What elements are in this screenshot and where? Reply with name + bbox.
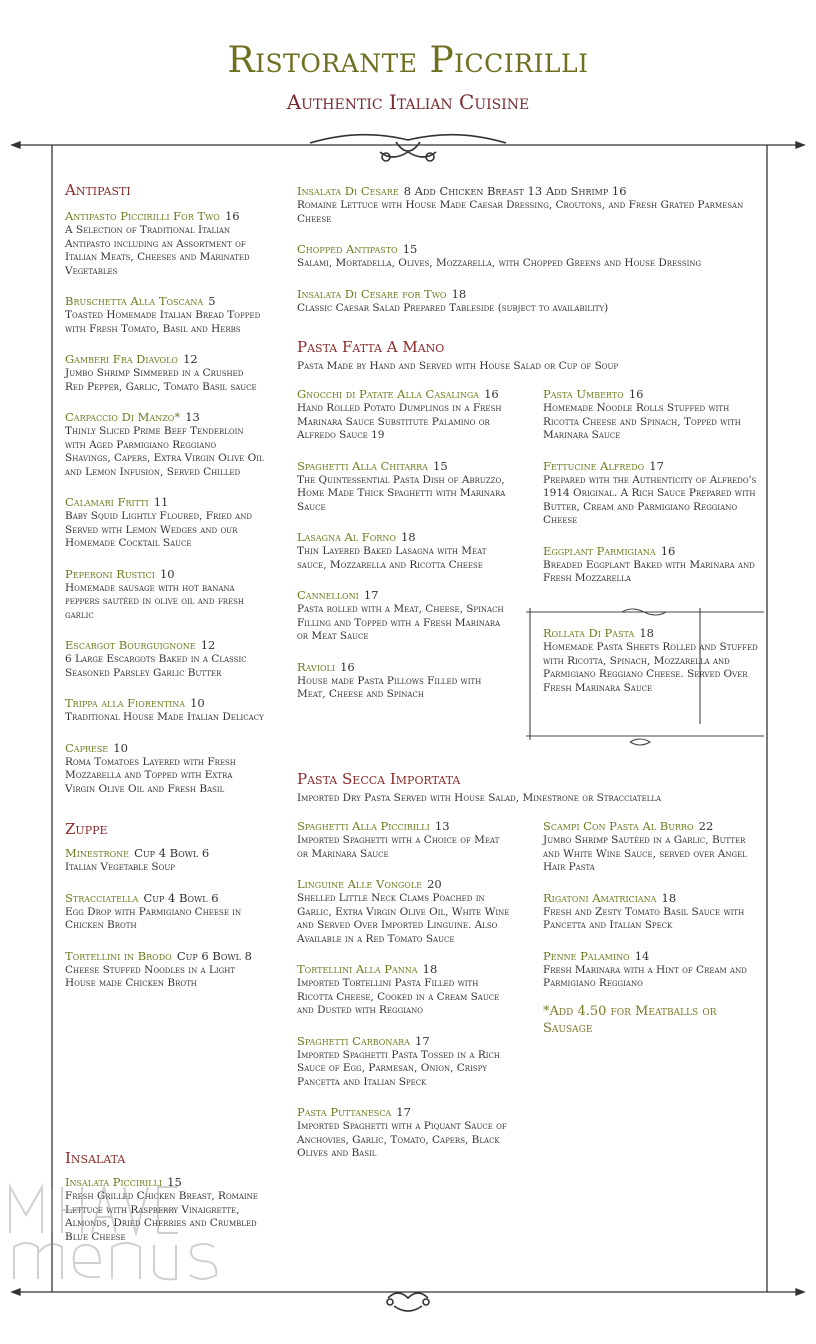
menu-item-name: Linguine Alle Vongole (297, 877, 422, 891)
pasta-fatta-heading: Pasta Fatta A Mano (297, 338, 445, 356)
menu-item-name: Scampi Con Pasta Al Burro (543, 819, 694, 833)
menu-item-desc: Imported Spaghetti with a Choice of Meat or Marinara Sauce (297, 834, 500, 860)
bottom-left-arrow (12, 1289, 20, 1295)
menu-item-desc: Hand Rolled Potato Dumplings in a Fresh Marinara Sauce Substitute Palamino or Alfredo Sauce 19 (297, 402, 502, 441)
menu-item-desc: Traditional House Made Italian Delicacy (65, 711, 264, 723)
menu-item-price: 17 (396, 1105, 411, 1119)
menu-item-name: Trippa alla Fiorentina (65, 696, 185, 710)
insalata-heading: Insalata (65, 1149, 126, 1167)
menu-item-name: Lasagna Al Forno (297, 530, 396, 544)
menu-item-desc: Imported Spaghetti Pasta Tossed in a Rich Sauce of Egg, Parmesan, Onion, Crispy Pancetta and Italian Speck (297, 1048, 500, 1088)
menu-item-desc: Classic Caesar Salad Prepared Tableside (subject to availability) (297, 301, 609, 314)
menu-item-name: Carpaccio Di Manzo* (65, 410, 181, 424)
menu-item-name: Spaghetti Carbonara (297, 1033, 410, 1048)
menu-item-desc: Fresh and Zesty Tomato Basil Sauce with Pancetta and Italian Speck (543, 905, 745, 931)
pasta-secca-left-list (297, 815, 512, 1161)
menu-item-price: 13 (434, 819, 450, 833)
menu-item-name: Bruschetta Alla Toscana (65, 294, 204, 308)
menu-item-desc: Egg Drop with Parmigiano Cheese in Chicken Broth (65, 905, 242, 931)
menu-item-price: 17 (415, 1033, 430, 1048)
menu-item-price: 14 (634, 948, 650, 963)
menu-item-name: Rigatoni Amatriciana (543, 890, 657, 905)
menu-item-name: Penne Palamino (543, 948, 630, 963)
menu-item-name: Gnocchi di Patate Alla Casalinga (297, 387, 479, 401)
menu-item-name: Insalata Di Cesare (297, 184, 399, 198)
pasta-secca-subtitle: Imported Dry Pasta Served with House Salad, Minestrone or Stracciatella (297, 792, 662, 804)
menu-item (297, 283, 747, 316)
salads-top (297, 180, 747, 327)
menu-item (297, 1101, 512, 1161)
menu-item-name: Calamari Fritti (65, 495, 149, 509)
menu-item (297, 873, 512, 946)
menu-item-price: 10 (190, 696, 205, 710)
menu-item-desc: Prepared with the Authenticity of Alfredo's 1914 Original. A Rich Sauce Prepared with Butter, Cream and Parmigiano Reggiano Cheese (543, 473, 757, 526)
bottom-ornament-icon (387, 1293, 429, 1311)
menu-item-price: Cup 6 Bowl 8 (176, 948, 252, 963)
menu-item (543, 945, 758, 991)
menu-item-price: 15 (402, 242, 418, 256)
featured-item-name: Rollata Di Pasta (543, 626, 635, 640)
menu-item-name: Pasta Umberto (543, 387, 624, 401)
menu-item-desc: Homemade sausage with hot banana peppers sautéed in olive oil and fresh garlic (65, 581, 244, 621)
restaurant-title: Ristorante Piccirilli (227, 40, 589, 81)
menu-item-name: Ravioli (297, 659, 336, 674)
featured-item (543, 622, 758, 707)
menu-item (297, 1030, 512, 1090)
menu-item-price: 17 (649, 458, 664, 473)
salads-top-list (297, 180, 747, 315)
top-left-arrow (12, 142, 20, 148)
menu-item-name: Spaghetti Alla Piccirilli (297, 819, 430, 833)
menu-item-name: Peperoni Rustici (65, 566, 155, 581)
menu-item-price: Cup 4 Bowl 6 (134, 846, 210, 860)
pasta-secca-section (297, 770, 757, 819)
menu-item (65, 290, 265, 336)
menu-item-price: 10 (159, 566, 175, 581)
menu-item-desc: Cheese Stuffed Noodles in a Light House made Chicken Broth (65, 963, 236, 989)
menu-item-desc: Breaded Eggplant Baked with Marinara and Fresh Mozzarella (543, 558, 755, 584)
menu-item-desc: Salami, Mortadella, Olives, Mozzarella, with Chopped Greens and House Dressing (297, 257, 702, 269)
menu-item (297, 815, 512, 861)
menu-item-price: 12 (200, 638, 216, 652)
menu-item-price: 17 (363, 588, 379, 602)
menu-item (65, 406, 265, 479)
menu-item-name: Minestrone (65, 846, 130, 860)
menu-item (297, 656, 512, 702)
menu-item-name: Insalata Di Cesare for Two (297, 286, 447, 301)
menu-item (297, 180, 747, 226)
menu-item-price: 16 (484, 387, 499, 401)
addon-note: *Add 4.50 for Meatballs or Sausage (543, 1003, 717, 1036)
menu-item (65, 491, 265, 551)
menu-item-name: Caprese (65, 740, 109, 755)
menu-item-price: 10 (113, 740, 128, 755)
menu-item-desc: Fresh Grilled Chicken Breast, Romaine Lettuce with Raspberry Vinaigrette, Almonds, Dried Cherries and Crumbled Blue Cheese (65, 1190, 258, 1243)
menu-item-name: Escargot Bourguignone (65, 638, 196, 652)
zuppe-heading: Zuppe (65, 820, 108, 838)
menu-item-desc: Thinly Sliced Prime Beef Tenderloin with Aged Parmigiano Reggiano Shavings, Capers, Extra Virgin Olive Oil and Lemon Infusion, Served Chilled (65, 425, 264, 478)
menu-item-desc: Pasta rolled with a Meat, Cheese, Spinach Filling and Topped with a Fresh Marinara or Meat Sauce (297, 603, 504, 642)
menu-item-price: 8 Add Chicken Breast 13 Add Shrimp 16 (403, 184, 627, 198)
menu-item-desc: Imported Spaghetti with a Piquant Sauce of Anchovies, Garlic, Tomato, Capers, Black Olives and Basil (297, 1120, 507, 1159)
antipasti-list (65, 205, 265, 796)
menu-item-price: 16 (628, 387, 644, 401)
menu-item-desc: Roma Tomatoes Layered with Fresh Mozzarella and Topped with Extra Virgin Olive Oil and Fresh Basil (65, 755, 236, 795)
menu-item (543, 383, 758, 443)
menu-item (65, 348, 265, 394)
menu-item-desc: Shelled Little Neck Clams Poached in Garlic, Extra Virgin Olive Oil, White Wine and Served Over Imported Linguine. Also Available in a Red Tomato Sauce (297, 892, 510, 945)
menu-item-desc: House made Pasta Pillows Filled with Meat, Cheese and Spinach (297, 674, 482, 700)
menu-item-name: Stracciatella (65, 890, 139, 905)
menu-item-name: Tortellini Alla Panna (297, 962, 418, 976)
menu-item-name: Fettucine Alfredo (543, 458, 645, 473)
menu-item-desc: Romaine Lettuce with House Made Caesar Dressing, Croutons, and Fresh Grated Parmesan Cheese (297, 199, 744, 225)
menu-item (65, 737, 265, 797)
pasta-fatta-right (543, 383, 758, 598)
pasta-fatta-section (297, 338, 757, 387)
menu-item-name: Tortellini in Brodo (65, 948, 172, 963)
menu-item-desc: The Quintessential Pasta Dish of Abruzzo, Home Made Thick Spaghetti with Marinara Sauce (297, 473, 506, 513)
menu-item-name: Eggplant Parmigiana (543, 543, 656, 558)
menu-item (543, 455, 758, 528)
menu-item-desc: Homemade Noodle Rolls Stuffed with Ricotta Cheese and Spinach, Topped with Marinara Sauce (543, 402, 741, 441)
menu-item-desc: Toasted Homemade Italian Bread Topped with Fresh Tomato, Basil and Herbs (65, 309, 261, 335)
menu-item-name: Chopped Antipasto (297, 242, 398, 256)
menu-item-price: 22 (698, 819, 714, 833)
menu-item-desc: Italian Vegetable Soup (65, 861, 175, 873)
menu-item (297, 383, 512, 443)
menu-item (297, 958, 512, 1018)
menu-item-desc: Jumbo Shrimp Sautéed in a Garlic, Butter and White Wine Sauce, served over Angel Hair Pasta (543, 834, 747, 873)
menu-item (65, 945, 265, 991)
menu-item-price: 12 (183, 352, 198, 366)
menu-item (297, 238, 747, 271)
featured-item-price: 18 (639, 626, 654, 640)
menu-item-price: 18 (661, 890, 677, 905)
menu-item (543, 887, 758, 933)
menu-item (297, 526, 512, 572)
pasta-fatta-left-list (297, 383, 512, 702)
menu-item-desc: Jumbo Shrimp Simmered in a Crushed Red Pepper, Garlic, Tomato Basil sauce (65, 367, 257, 393)
menu-item (297, 584, 512, 644)
featured-item-desc: Homemade Pasta Sheets Rolled and Stuffed with Ricotta, Spinach, Mozzarella and Parmigiano Reggiano Cheese. Served Over Fresh Marinara Sauce (543, 641, 758, 694)
menu-item-price: 16 (340, 659, 355, 674)
menu-item-price: 16 (660, 543, 676, 558)
menu-item-price: 18 (400, 530, 416, 544)
top-right-arrow (796, 142, 804, 148)
menu-item-price: 16 (224, 209, 240, 223)
menu-item-price: 20 (427, 877, 442, 891)
menu-item-desc: Fresh Marinara with a Hint of Cream and Parmigiano Reggiano (543, 963, 747, 989)
left-column (65, 181, 265, 1003)
menu-item (543, 815, 758, 875)
menu-item-desc: A Selection of Traditional Italian Antipasto including an Assortment of Italian Meats, Cheeses and Marinated Vegetables (65, 224, 250, 277)
menu-item-name: Spaghetti Alla Chitarra (297, 458, 428, 473)
menu-item (65, 634, 265, 680)
menu-item-price: 15 (167, 1175, 182, 1189)
menu-item-price: 5 (208, 294, 216, 308)
menu-item-name: Antipasto Piccirilli For Two (65, 209, 220, 223)
pasta-fatta-left (297, 383, 512, 714)
pasta-fatta-subtitle: Pasta Made by Hand and Served with House Salad or Cup of Soup (297, 360, 619, 372)
menu-item-price: 18 (451, 286, 467, 301)
menu-item-name: Cannelloni (297, 588, 359, 602)
menu-item-name: Pasta Puttanesca (297, 1105, 392, 1119)
menu-item-price: 11 (153, 495, 169, 509)
menu-item-price: 18 (422, 962, 438, 976)
top-ornament-icon (310, 135, 506, 161)
menu-item-desc: 6 Large Escargots Baked in a Classic Seasoned Parsley Garlic Butter (65, 653, 247, 679)
zuppe-list (65, 842, 265, 991)
menu-item-desc: Imported Tortellini Pasta Filled with Ricotta Cheese, Cooked in a Cream Sauce and Dusted with Reggiano (297, 977, 500, 1016)
restaurant-subtitle: Authentic Italian Cuisine (286, 90, 530, 114)
menu-item (65, 563, 265, 623)
pasta-secca-right-list (543, 815, 758, 991)
menu-item-desc: Thin Layered Baked Lasagna with Meat sauce, Mozzarella and Ricotta Cheese (297, 545, 487, 571)
menu-item (65, 692, 265, 725)
menu-item (65, 887, 265, 933)
pasta-secca-heading: Pasta Secca Importata (297, 770, 461, 788)
menu-item (297, 455, 512, 515)
watermark-logo (4, 1175, 334, 1285)
menu-item (65, 205, 265, 278)
menu-item-name: Insalata Piccirilli (65, 1175, 163, 1189)
menu-item-price: Cup 4 Bowl 6 (143, 890, 219, 905)
pasta-fatta-right-list (543, 383, 758, 586)
bottom-right-arrow (796, 1289, 804, 1295)
menu-item-name: Gamberi Fra Diavolo (65, 352, 178, 366)
pasta-secca-left (297, 815, 512, 1173)
antipasti-heading: Antipasti (65, 181, 131, 199)
menu-item-desc: Baby Squid Lightly Floured, Fried and Served with Lemon Wedges and our Homemade Cocktail Sauce (65, 510, 252, 549)
menu-item-price: 15 (433, 458, 448, 473)
pasta-secca-right (543, 815, 758, 1037)
menu-item (65, 842, 265, 875)
menu-item (543, 540, 758, 586)
menu-item-price: 13 (185, 410, 200, 424)
